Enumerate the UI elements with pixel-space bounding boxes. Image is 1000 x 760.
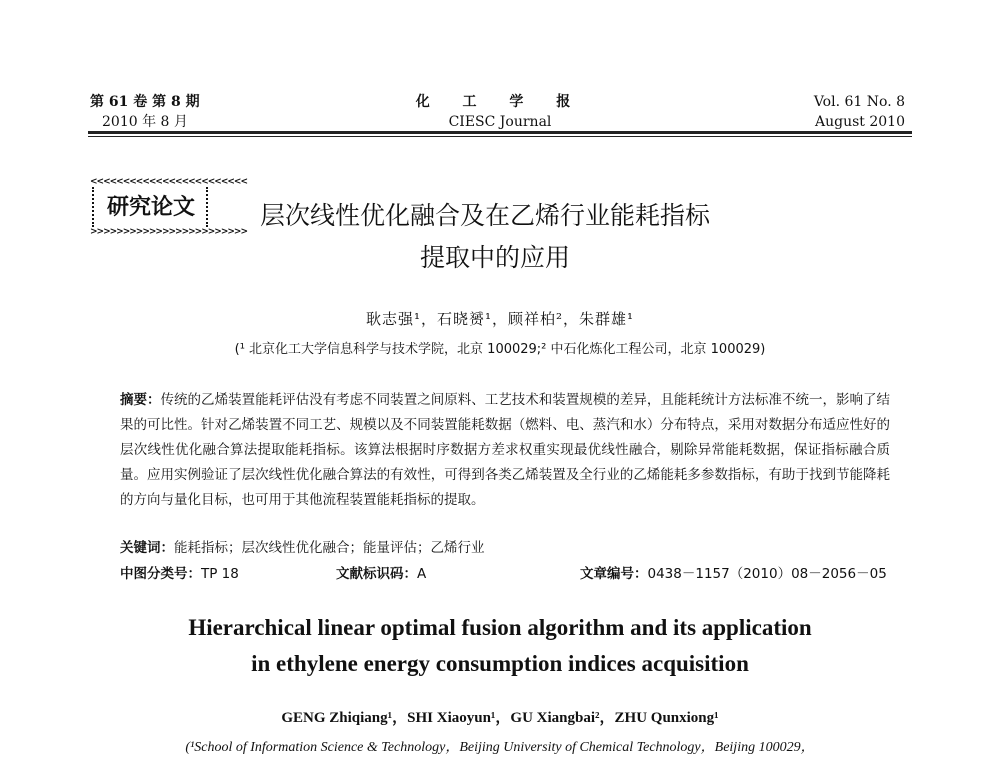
affiliation-en: (¹School of Information Science & Technology，Beijing University of Chemical Technology，Beijing 100029， bbox=[185, 740, 815, 755]
title-line-2: 提取中的应用 bbox=[420, 243, 571, 272]
keywords bbox=[120, 536, 890, 556]
paper-title-cn bbox=[240, 195, 840, 279]
clc-label: 中图分类号： bbox=[120, 566, 201, 582]
header-rule-thick bbox=[88, 131, 912, 134]
journal-name-en: CIESC Journal bbox=[448, 114, 552, 130]
abstract-label: 摘要： bbox=[120, 392, 161, 408]
clc-value: TP 18 bbox=[201, 566, 239, 582]
doc-value: A bbox=[417, 566, 427, 582]
header-right bbox=[814, 92, 905, 132]
badge-border-top: <<<<<<<<<<<<<<<<<<<<<<<< bbox=[90, 177, 247, 187]
volume-issue-cn: 第 61 卷 第 8 期 bbox=[90, 94, 200, 110]
volume-issue-en: Vol. 61 No. 8 bbox=[813, 94, 905, 110]
keywords-text: 能耗指标；层次线性优化融合；能量评估；乙烯行业 bbox=[174, 540, 485, 556]
badge-border-bottom: >>>>>>>>>>>>>>>>>>>>>>>> bbox=[90, 227, 247, 237]
article-number bbox=[580, 562, 887, 582]
clc-code bbox=[120, 562, 239, 582]
doc-label: 文献标识码： bbox=[336, 566, 417, 582]
date-en: August 2010 bbox=[815, 114, 905, 130]
abstract-cn bbox=[120, 388, 890, 513]
header-rule-thin bbox=[88, 136, 912, 137]
article-value: 0438－1157（2010）08－2056－05 bbox=[647, 566, 887, 582]
date-cn: 2010 年 8 月 bbox=[102, 114, 188, 130]
doc-code bbox=[336, 562, 426, 582]
affiliation-cn: (¹ 北京化工大学信息科学与技术学院，北京 100029;² 中石化炼化工程公司，北京 100029) bbox=[234, 342, 766, 357]
abstract-text: 传统的乙烯装置能耗评估没有考虑不同装置之间原料、工艺技术和装置规模的差异，且能耗统计方法标准不统一，影响了结果的可比性。针对乙烯装置不同工艺、规模以及不同装置能耗数据（燃料、电、蒸汽和水）分布特点，采用对数据分布适应性好的层次线性优化融合算法提取能耗指标。该算法根据时序数据方差求权重实现最优线性融合，剔除异常能耗数据，保证指标融合质量。应用实例验证了层次线性优化融合算法的有效性，可得到各类乙烯装置及全行业的乙烯能耗多参数指标，有助于找到节能降耗的方向与量化目标，也可用于其他流程装置能耗指标的提取。 bbox=[120, 392, 891, 508]
article-label: 文章编号： bbox=[580, 566, 648, 582]
section-label: 研究论文 bbox=[106, 195, 195, 220]
journal-name-cn: 化 工 学 报 bbox=[415, 94, 585, 110]
paper-title-en bbox=[0, 610, 1000, 682]
authors-en: GENG Zhiqiang¹，SHI Xiaoyun¹，GU Xiangbai²，ZHU Qunxiong¹ bbox=[281, 710, 719, 726]
en-title-line-2: in ethylene energy consumption indices acquisition bbox=[251, 651, 749, 676]
authors-cn: 耿志强¹，石晓赟¹，顾祥柏²，朱群雄¹ bbox=[365, 310, 635, 328]
keywords-label: 关键词： bbox=[120, 540, 174, 556]
en-title-line-1: Hierarchical linear optimal fusion algorithm and its application bbox=[188, 615, 812, 640]
section-badge bbox=[90, 177, 247, 238]
title-line-1: 层次线性优化融合及在乙烯行业能耗指标 bbox=[260, 201, 711, 230]
